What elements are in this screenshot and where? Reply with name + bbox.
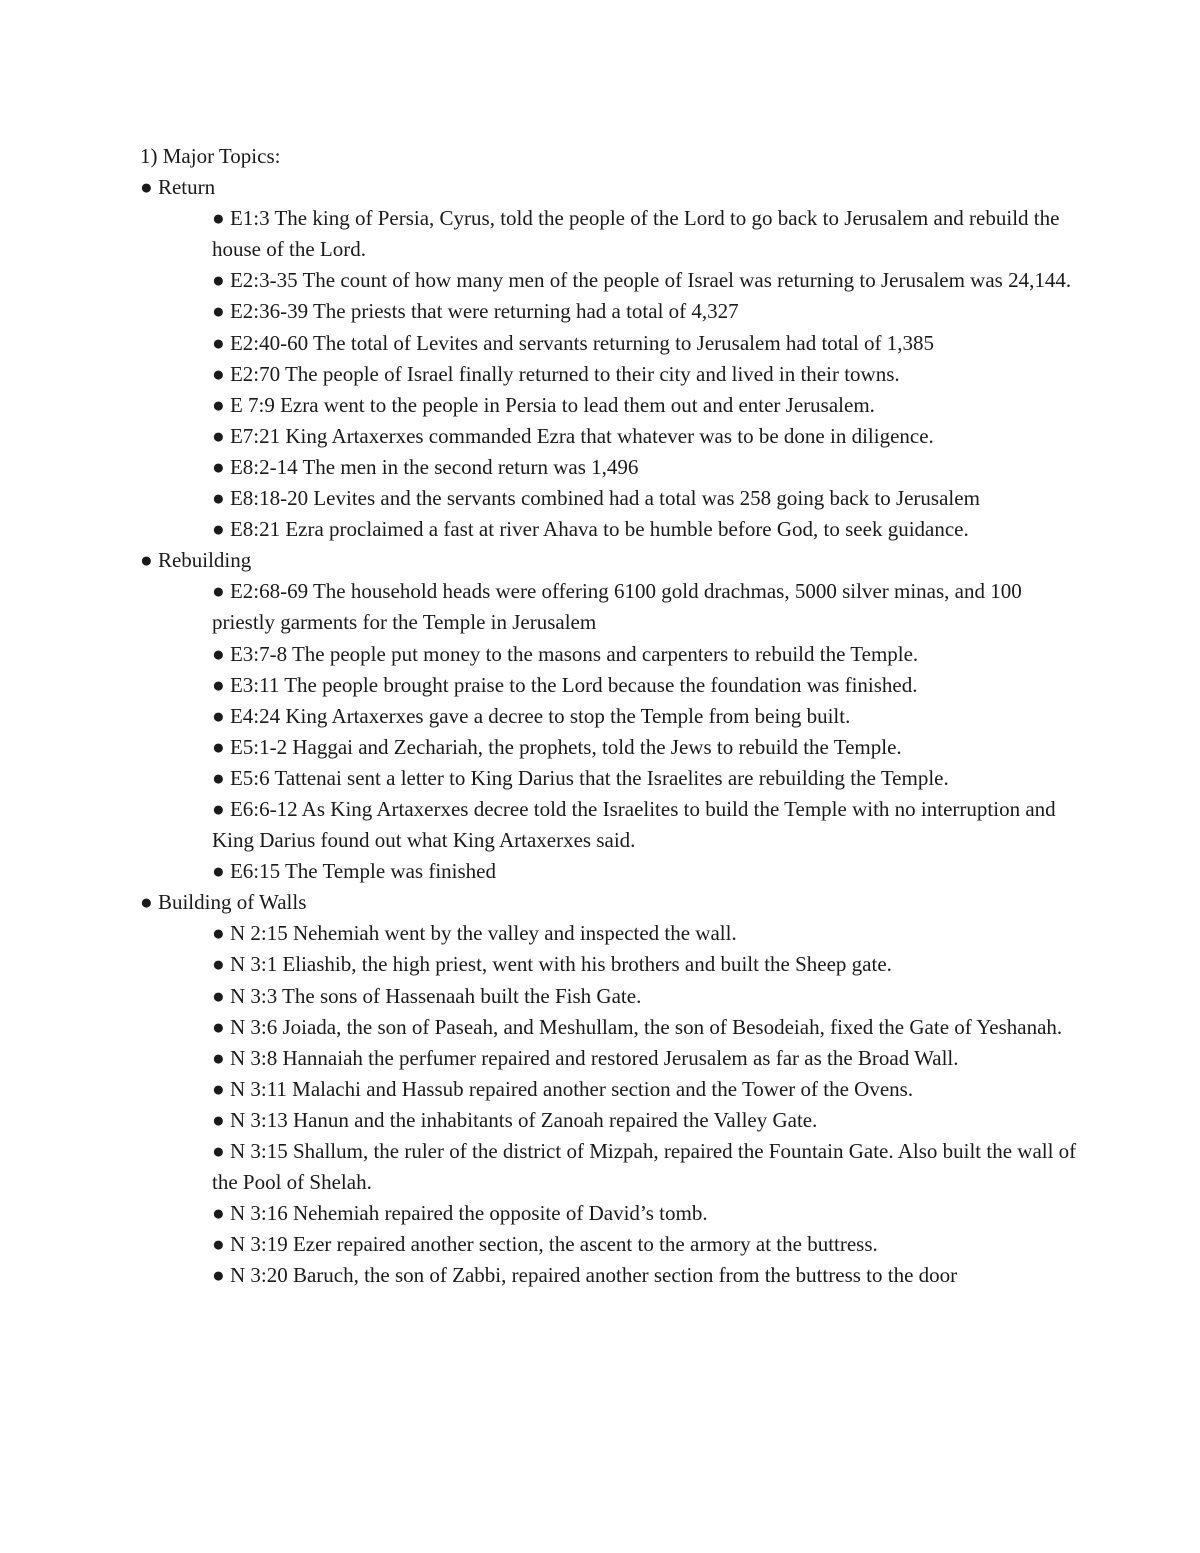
list-item: [140, 265, 1080, 296]
bullet-icon: ●: [212, 1014, 225, 1039]
list-item: [140, 981, 1080, 1012]
bullet-icon: ●: [212, 1107, 225, 1132]
bullet-icon: ●: [212, 423, 225, 448]
bullet-icon: ●: [212, 392, 225, 417]
bullet-icon: ●: [212, 672, 225, 697]
entry-text: E5:6 Tattenai sent a letter to King Darius that the Israelites are rebuilding the Temple.: [229, 765, 949, 790]
list-item: [140, 1074, 1080, 1105]
bullet-icon: ●: [212, 765, 225, 790]
entry-text: E2:3-35 The count of how many men of the people of Israel was returning to Jerusalem was 24,144.: [229, 268, 1072, 293]
bullet-icon: ●: [140, 890, 153, 915]
topic-heading: [140, 172, 1080, 203]
topic-heading: [140, 887, 1080, 918]
list-item: [140, 701, 1080, 732]
bullet-icon: ●: [212, 330, 225, 355]
list-item: [140, 794, 1080, 856]
list-item: [140, 514, 1080, 545]
entry-text: E2:40-60 The total of Levites and servants returning to Jerusalem had total of 1,385: [229, 330, 935, 355]
list-item: [140, 203, 1080, 265]
bullet-icon: ●: [212, 1201, 225, 1226]
bullet-icon: ●: [212, 1139, 225, 1163]
entry-text: E3:11 The people brought praise to the Lord because the foundation was finished.: [229, 672, 918, 697]
list-item: [140, 1198, 1080, 1229]
bullet-icon: ●: [212, 703, 225, 728]
entry-text: E6:6-12 As King Artaxerxes decree told the Israelites to build the Temple with no interruption and King Darius found out what King Artaxerxes said.: [212, 796, 1056, 853]
document-page: [140, 141, 1080, 1291]
bullet-icon: ●: [212, 517, 225, 542]
entry-text: E1:3 The king of Persia, Cyrus, told the people of the Lord to go back to Jerusalem and rebuild the house of the Lord.: [212, 206, 1060, 262]
entry-text: E5:1-2 Haggai and Zechariah, the prophets, told the Jews to rebuild the Temple.: [229, 734, 902, 759]
list-item: [140, 483, 1080, 514]
bullet-icon: ●: [212, 952, 225, 977]
entry-text: N 3:6 Joiada, the son of Paseah, and Meshullam, the son of Besodeiah, fixed the Gate of Yeshanah.: [229, 1014, 1063, 1039]
list-item: [140, 732, 1080, 763]
entry-text: N 3:15 Shallum, the ruler of the district of Mizpah, repaired the Fountain Gate. Also built the wall of the Pool of Shelah.: [212, 1139, 1077, 1195]
entry-text: E2:36-39 The priests that were returning had a total of 4,327: [229, 299, 739, 324]
entry-text: E 7:9 Ezra went to the people in Persia to lead them out and enter Jerusalem.: [229, 392, 875, 417]
bullet-icon: ●: [212, 734, 225, 759]
entry-text: N 3:3 The sons of Hassenaah built the Fish Gate.: [229, 983, 642, 1008]
bullet-icon: ●: [212, 299, 225, 324]
list-item: [140, 359, 1080, 390]
document-heading: 1) Major Topics:: [140, 144, 281, 168]
topic-sections: [140, 172, 1080, 1291]
bullet-icon: ●: [212, 454, 225, 479]
entry-text: E4:24 King Artaxerxes gave a decree to stop the Temple from being built.: [229, 703, 851, 728]
bullet-icon: ●: [212, 268, 225, 293]
list-item: [140, 576, 1080, 638]
list-item: [140, 856, 1080, 887]
entry-text: N 3:20 Baruch, the son of Zabbi, repaired another section from the buttress to the door: [229, 1263, 958, 1288]
list-item: [140, 918, 1080, 949]
bullet-icon: ●: [140, 548, 153, 573]
entry-text: E2:68-69 The household heads were offering 6100 gold drachmas, 5000 silver minas, and 100 priestly garments for the Temple in Jerusalem: [212, 579, 1022, 635]
entry-text: N 3:1 Eliashib, the high priest, went with his brothers and built the Sheep gate.: [229, 952, 892, 977]
bullet-icon: ●: [212, 921, 225, 946]
list-item: [140, 1043, 1080, 1074]
topic-title: Return: [157, 175, 216, 200]
bullet-icon: ●: [212, 641, 225, 666]
list-item: [140, 421, 1080, 452]
topic-heading: [140, 545, 1080, 576]
list-item: [140, 1012, 1080, 1043]
list-item: [140, 328, 1080, 359]
entry-text: N 3:13 Hanun and the inhabitants of Zanoah repaired the Valley Gate.: [229, 1107, 818, 1132]
topic-title: Rebuilding: [157, 548, 252, 573]
entry-text: E8:21 Ezra proclaimed a fast at river Ahava to be humble before God, to seek guidance.: [229, 517, 969, 542]
entry-text: E7:21 King Artaxerxes commanded Ezra that whatever was to be done in diligence.: [229, 423, 934, 448]
bullet-icon: ●: [212, 1076, 225, 1101]
topic-title: Building of Walls: [157, 890, 307, 915]
topic-entries: [140, 918, 1080, 1291]
entry-text: E8:2-14 The men in the second return was 1,496: [229, 454, 639, 479]
entry-text: N 3:11 Malachi and Hassub repaired another section and the Tower of the Ovens.: [229, 1076, 914, 1101]
list-item: [140, 1229, 1080, 1260]
list-item: [140, 296, 1080, 327]
entry-text: N 3:19 Ezer repaired another section, the ascent to the armory at the buttress.: [229, 1232, 878, 1257]
bullet-icon: ●: [212, 859, 225, 884]
bullet-icon: ●: [212, 983, 225, 1008]
list-item: [140, 1260, 1080, 1291]
list-item: [140, 639, 1080, 670]
bullet-icon: ●: [212, 1263, 225, 1288]
entry-text: N 3:8 Hannaiah the perfumer repaired and restored Jerusalem as far as the Broad Wall.: [229, 1045, 959, 1070]
list-item: [140, 763, 1080, 794]
bullet-icon: ●: [212, 1045, 225, 1070]
entry-text: E8:18-20 Levites and the servants combined had a total was 258 going back to Jerusalem: [229, 486, 980, 511]
entry-text: N 3:16 Nehemiah repaired the opposite of David’s tomb.: [229, 1201, 708, 1226]
list-item: [140, 1105, 1080, 1136]
bullet-icon: ●: [140, 175, 153, 200]
list-item: [140, 1136, 1080, 1198]
topic-entries: [140, 203, 1080, 545]
bullet-icon: ●: [212, 796, 225, 821]
list-item: [140, 390, 1080, 421]
entry-text: E2:70 The people of Israel finally returned to their city and lived in their towns.: [229, 361, 900, 386]
bullet-icon: ●: [212, 1232, 225, 1257]
list-item: [140, 452, 1080, 483]
entry-text: E6:15 The Temple was finished: [229, 859, 496, 884]
entry-text: N 2:15 Nehemiah went by the valley and inspected the wall.: [229, 921, 737, 946]
list-item: [140, 670, 1080, 701]
bullet-icon: ●: [212, 486, 225, 511]
bullet-icon: ●: [212, 206, 225, 231]
list-item: [140, 949, 1080, 980]
bullet-icon: ●: [212, 361, 225, 386]
bullet-icon: ●: [212, 579, 225, 604]
entry-text: E3:7-8 The people put money to the masons and carpenters to rebuild the Temple.: [229, 641, 919, 666]
topic-entries: [140, 576, 1080, 887]
